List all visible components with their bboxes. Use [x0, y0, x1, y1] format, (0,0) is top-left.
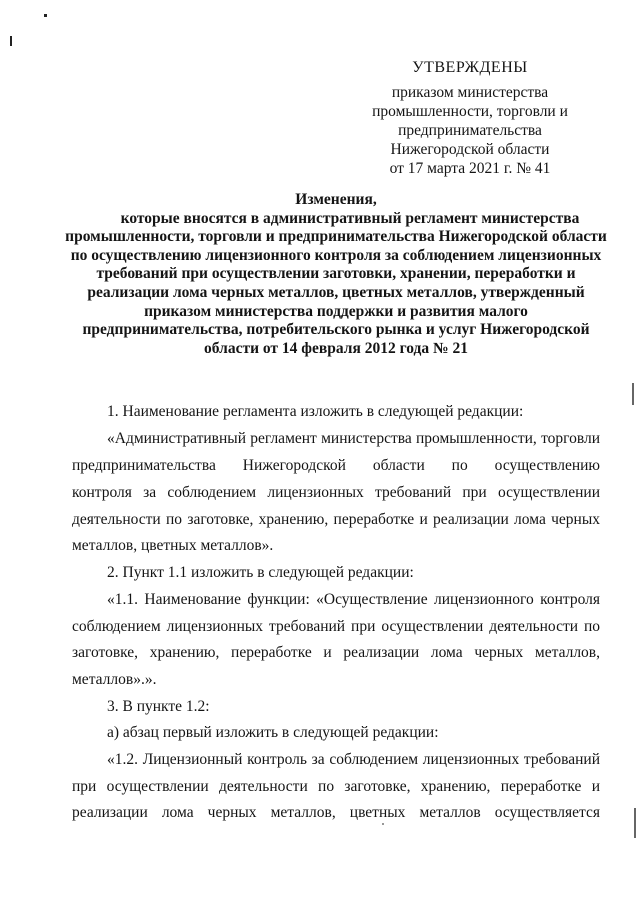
- body-line: контроля за соблюдением лицензионных требований при осуществлении: [72, 484, 600, 501]
- approval-line: приказом министерства: [391, 84, 549, 101]
- heading-line: промышленности, торговли и предпринимательства Нижегородской области: [65, 228, 607, 246]
- heading-line: Изменения,: [295, 191, 377, 208]
- scan-mark: [634, 808, 636, 838]
- approval-stamp: [365, 58, 575, 178]
- body-line: 1. Наименование регламента изложить в следующей редакции:: [107, 403, 524, 420]
- body-line: металлов».».: [72, 671, 157, 688]
- body-line: реализации лома черных металлов, цветных металлов осуществляется: [72, 804, 600, 821]
- approval-line: предпринимательства: [398, 122, 542, 139]
- heading-line: по осуществлению лицензионного контроля за соблюдением лицензионных: [70, 246, 602, 264]
- body-line: «1.1. Наименование функции: «Осуществление лицензионного контроля: [107, 591, 600, 608]
- heading-line: требований при осуществлении заготовки, хранении, переработки и: [96, 265, 576, 283]
- approval-line: промышленности, торговли и: [372, 103, 568, 120]
- body-line: а) абзац первый изложить в следующей редакции:: [107, 724, 439, 741]
- scan-mark: [44, 14, 47, 17]
- body-line: 2. Пункт 1.1 изложить в следующей редакции:: [107, 564, 414, 581]
- heading-line: приказом министерства поддержки и развития малого: [144, 302, 528, 320]
- body-line: «Административный регламент министерства промышленности, торговли: [107, 430, 600, 447]
- approval-line: Нижегородской области: [390, 141, 550, 158]
- heading-line: области от 14 февраля 2012 года № 21: [204, 339, 468, 357]
- heading-line: предпринимательства, потребительского рынка и услуг Нижегородской: [82, 321, 590, 339]
- body-line: деятельности по заготовке, хранению, переработке и реализации лома черных: [72, 511, 600, 528]
- document-heading: [62, 191, 610, 358]
- approval-line: от 17 марта 2021 г. № 41: [389, 160, 551, 177]
- scan-mark: [10, 36, 12, 46]
- scan-mark: [632, 383, 634, 405]
- approval-title: УТВЕРЖДЕНЫ: [412, 59, 528, 76]
- body-line: соблюдением лицензионных требований при осуществлении деятельности по: [72, 618, 600, 635]
- body-line: предпринимательства Нижегородской области по осуществлению: [72, 457, 600, 474]
- body-line: 3. В пункте 1.2:: [107, 698, 210, 715]
- heading-line: которые вносятся в административный регламент министерства: [120, 209, 580, 227]
- body-line: при осуществлении деятельности по заготовке, хранению, переработке и: [72, 778, 600, 795]
- body-line: заготовке, хранению, переработке и реализации лома черных металлов,: [72, 644, 600, 661]
- body-line: металлов, цветных металлов».: [72, 537, 274, 554]
- heading-line: реализации лома черных металлов, цветных металлов, утвержденный: [87, 283, 585, 301]
- body-line: «1.2. Лицензионный контроль за соблюдением лицензионных требований: [107, 751, 600, 768]
- scan-speck: [382, 823, 384, 825]
